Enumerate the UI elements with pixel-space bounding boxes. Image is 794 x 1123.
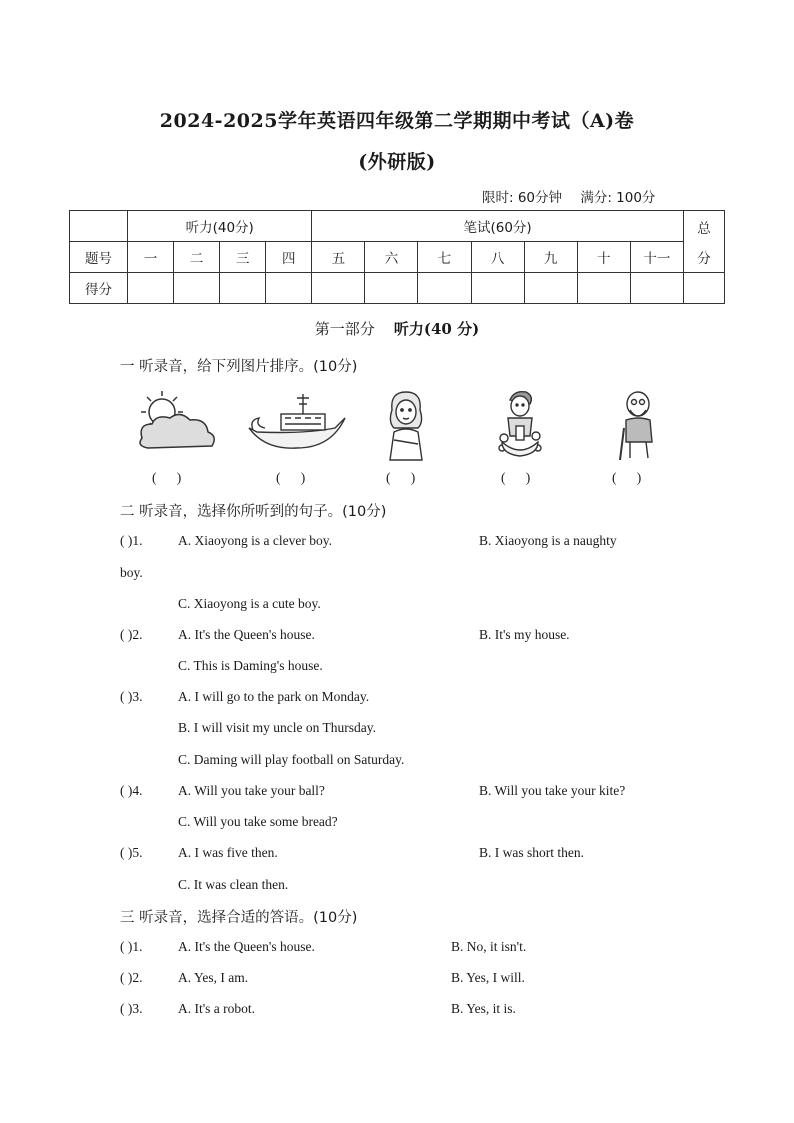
q3-3-option-a: A. It's a robot. (178, 1001, 256, 1016)
q-num-4: 四 (266, 242, 312, 273)
q2-4-option-a: A. Will you take your ball? (178, 783, 325, 798)
part1-heading (0, 318, 794, 339)
q2-3-number[interactable]: ( )3. (120, 689, 143, 704)
q2-3-option-b: B. I will visit my uncle on Thursday. (178, 720, 376, 735)
q2-1-option-c: C. Xiaoyong is a cute boy. (178, 596, 321, 611)
q2-1-option-a: A. Xiaoyong is a clever boy. (178, 533, 332, 548)
total-header (683, 211, 724, 273)
q-num-9: 九 (524, 242, 577, 273)
score-cell[interactable] (524, 273, 577, 304)
total-label-2: 分 (697, 250, 711, 267)
sun-cloud-icon (128, 388, 220, 460)
corner-cell (70, 211, 128, 242)
girl-icon (380, 388, 432, 464)
score-cell[interactable] (365, 273, 418, 304)
q3-2-option-a: A. Yes, I am. (178, 970, 249, 985)
section3-heading: 三 听录音，选择合适的答语。(10分) (120, 910, 358, 926)
q2-2-option-c: C. This is Daming's house. (178, 658, 323, 673)
exam-title: 2024-2025学年英语四年级第二学期期中考试（A)卷 (159, 110, 635, 132)
picture-blank-3[interactable]: ( ) (386, 470, 416, 485)
full-score: 满分: 100分 (580, 190, 656, 206)
exam-limits (482, 186, 669, 206)
score-cell[interactable] (471, 273, 524, 304)
q2-1-number[interactable]: ( )1. (120, 533, 143, 548)
score-cell-total[interactable] (683, 273, 724, 304)
score-cell[interactable] (418, 273, 471, 304)
q-num-11: 十一 (630, 242, 683, 273)
q3-1-option-a: A. It's the Queen's house. (178, 939, 315, 954)
q3-2-number[interactable]: ( )2. (120, 970, 143, 985)
writing-header: 笔试(60分) (312, 211, 684, 242)
section1-heading: 一 听录音，给下列图片排序。(10分) (120, 359, 358, 375)
section2-heading: 二 听录音，选择你所听到的句子。(10分) (120, 504, 387, 520)
picture-blank-1[interactable]: ( ) (152, 470, 182, 485)
score-cell[interactable] (577, 273, 630, 304)
q2-4-option-c: C. Will you take some bread? (178, 814, 338, 829)
q3-1-number[interactable]: ( )1. (120, 939, 143, 954)
boat-icon (245, 388, 349, 458)
score-cell[interactable] (128, 273, 174, 304)
q2-3-option-a: A. I will go to the park on Monday. (178, 689, 370, 704)
part1-title: 听力(40 分) (393, 320, 480, 338)
picture-blank-2[interactable]: ( ) (276, 470, 306, 485)
q-num-1: 一 (128, 242, 174, 273)
q2-5-number[interactable]: ( )5. (120, 845, 143, 860)
row-question-label: 题号 (70, 242, 128, 273)
boy-washing-icon (494, 388, 546, 460)
q3-1-option-b: B. No, it isn't. (451, 939, 527, 954)
picture-blank-5[interactable]: ( ) (612, 470, 642, 485)
score-cell[interactable] (174, 273, 220, 304)
q2-2-option-a: A. It's the Queen's house. (178, 627, 315, 642)
q-num-10: 十 (577, 242, 630, 273)
q3-3-option-b: B. Yes, it is. (451, 1001, 516, 1016)
q2-3-option-c: C. Daming will play football on Saturday. (178, 752, 405, 767)
score-table (69, 210, 725, 304)
q2-4-option-b: B. Will you take your kite? (479, 783, 626, 798)
time-limit: 限时: 60分钟 (482, 190, 563, 206)
picture-blank-4[interactable]: ( ) (501, 470, 531, 485)
q3-2-option-b: B. Yes, I will. (451, 970, 525, 985)
q2-2-number[interactable]: ( )2. (120, 627, 143, 642)
q2-5-option-c: C. It was clean then. (178, 877, 289, 892)
q-num-8: 八 (471, 242, 524, 273)
q-num-6: 六 (365, 242, 418, 273)
q2-5-option-a: A. I was five then. (178, 845, 278, 860)
score-cell[interactable] (630, 273, 683, 304)
total-label-1: 总 (697, 220, 711, 237)
q2-1-option-b-cont: boy. (120, 565, 143, 580)
q2-2-option-b: B. It's my house. (479, 627, 570, 642)
score-cell[interactable] (266, 273, 312, 304)
q-num-3: 三 (220, 242, 266, 273)
part1-label: 第一部分 (314, 320, 375, 338)
score-cell[interactable] (312, 273, 365, 304)
score-cell[interactable] (220, 273, 266, 304)
q-num-5: 五 (312, 242, 365, 273)
q2-1-option-b: B. Xiaoyong is a naughty (479, 533, 617, 548)
q2-5-option-b: B. I was short then. (479, 845, 584, 860)
q3-3-number[interactable]: ( )3. (120, 1001, 143, 1016)
q-num-2: 二 (174, 242, 220, 273)
q-num-7: 七 (418, 242, 471, 273)
q2-4-number[interactable]: ( )4. (120, 783, 143, 798)
old-man-icon (612, 388, 664, 462)
row-score-label: 得分 (70, 273, 128, 304)
listening-header: 听力(40分) (128, 211, 312, 242)
exam-subtitle: (外研版) (358, 151, 436, 173)
